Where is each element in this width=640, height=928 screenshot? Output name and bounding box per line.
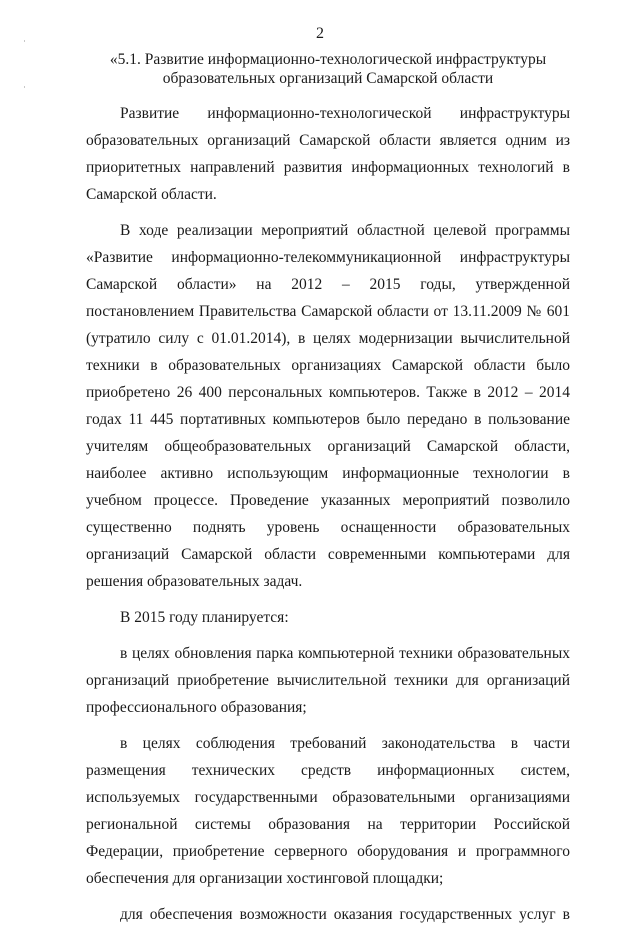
page-number: 2 — [316, 25, 324, 42]
list-item: для обеспечения возможности оказания государственных услуг в — [120, 906, 570, 923]
list-item: в целях соблюдения требований законодательства в части размещения технических средств информационных систем, используемых государственными образовательными организациями региональной системы образования на территории Российской Федерации, приобретение серверного оборудования и программного обеспечения для организации хостинговой площадки; — [86, 735, 570, 887]
list-item: в целях обновления парка компьютерной техники образовательных организаций приобретение вычислительной техники для организаций профессионального образования; — [86, 645, 570, 716]
section-heading: «5.1. Развитие информационно-технологической инфраструктуры образовательных организаций Самарской области — [109, 51, 547, 87]
document-body — [86, 100, 570, 928]
paragraph: В 2015 году планируется: — [120, 609, 289, 626]
paragraph: В ходе реализации мероприятий областной целевой программы «Развитие информационно-телекоммуникационной инфраструктуры Самарской области» на 2012 – 2015 годы, утвержденной постановлением Правительства Самарской области от 13.11.2009 № 601 (утратило силу с 01.01.2014), в целях модернизации вычислительной техники в образовательных организациях Самарской области было приобретено 26 400 персональных компьютеров. Также в 2012 – 2014 годах 11 445 портативных компьютеров было передано в пользование учителям общеобразовательных организаций Самарской области, наиболее активно использующим информационные технологии в учебном процессе. Проведение указанных мероприятий позволило существенно поднять уровень оснащенности образовательных организаций Самарской области современными компьютерами для решения образовательных задач. — [86, 222, 570, 590]
paragraph: Развитие информационно-технологической инфраструктуры образовательных организаций Самарской области является одним из приоритетных направлений развития информационных технологий в Самарской области. — [86, 105, 570, 203]
scan-mark — [24, 86, 25, 88]
